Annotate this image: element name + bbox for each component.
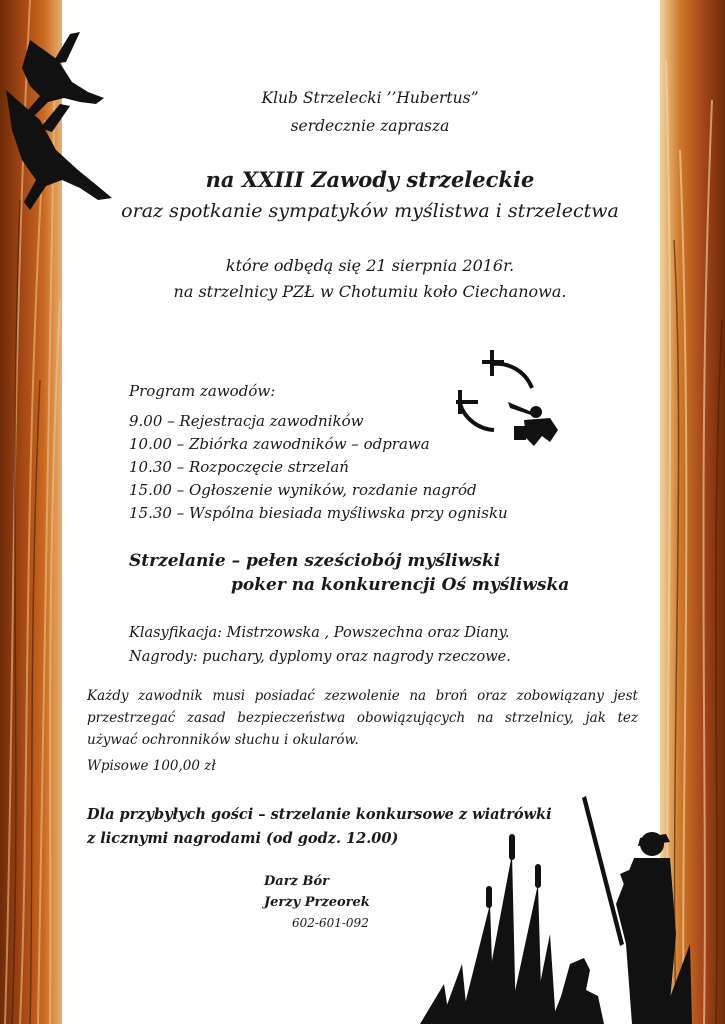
guests-line-2: z licznymi nagrodami (od godz. 12.00) xyxy=(87,830,399,847)
greeting-signoff: Darz Bór xyxy=(264,874,329,889)
prizes: Nagrody: puchary, dyplomy oraz nagrody rzeczowe. xyxy=(129,649,511,665)
program-item: 9.00 – Rejestracja zawodników xyxy=(129,412,364,430)
contact-phone: 602-601-092 xyxy=(292,916,369,930)
invite-line: serdecznie zaprasza xyxy=(290,117,450,135)
event-place: na strzelnicy PZŁ w Chotumiu koło Ciechanowa. xyxy=(173,282,567,301)
entry-fee: Wpisowe 100,00 zł xyxy=(87,758,216,774)
shooting-line-1: Strzelanie – pełen sześciobój myśliwski xyxy=(129,551,501,571)
program-item: 15.00 – Ogłoszenie wyników, rozdanie nagród xyxy=(129,481,477,499)
club-name: Klub Strzelecki ’’Hubertus” xyxy=(261,89,479,107)
crosshair-shooter-logo-icon xyxy=(454,346,564,456)
program-item: 10.00 – Zbiórka zawodników – odprawa xyxy=(129,435,430,453)
event-title: na XXIII Zawody strzeleckie xyxy=(205,167,535,192)
safety-notice: Każdy zawodnik musi posiadać zezwolenie na broń oraz zobowiązany jest przestrzegać zasad bezpieczeństwa obowiązujących na strzelnicy, jak tez używać ochronników słuchu i okularów. xyxy=(87,688,638,748)
program-item: 10.30 – Rozpoczęcie strzelań xyxy=(129,458,349,476)
event-subtitle: oraz spotkanie sympatyków myślistwa i strzelectwa xyxy=(121,200,619,222)
shooting-line-2: poker na konkurencji Oś myśliwska xyxy=(231,575,570,595)
flying-ducks-icon xyxy=(0,20,130,230)
program-heading: Program zawodów: xyxy=(129,382,276,400)
signatory-name: Jerzy Przeorek xyxy=(264,895,370,910)
classification: Klasyfikacja: Mistrzowska , Powszechna oraz Diany. xyxy=(129,625,510,641)
hunter-with-dog-icon xyxy=(420,794,710,1024)
program-item: 15.30 – Wspólna biesiada myśliwska przy ognisku xyxy=(129,504,508,522)
event-date: które odbędą się 21 sierpnia 2016r. xyxy=(225,256,515,275)
guests-line-1: Dla przybyłych gości – strzelanie konkursowe z wiatrówki xyxy=(87,806,552,823)
